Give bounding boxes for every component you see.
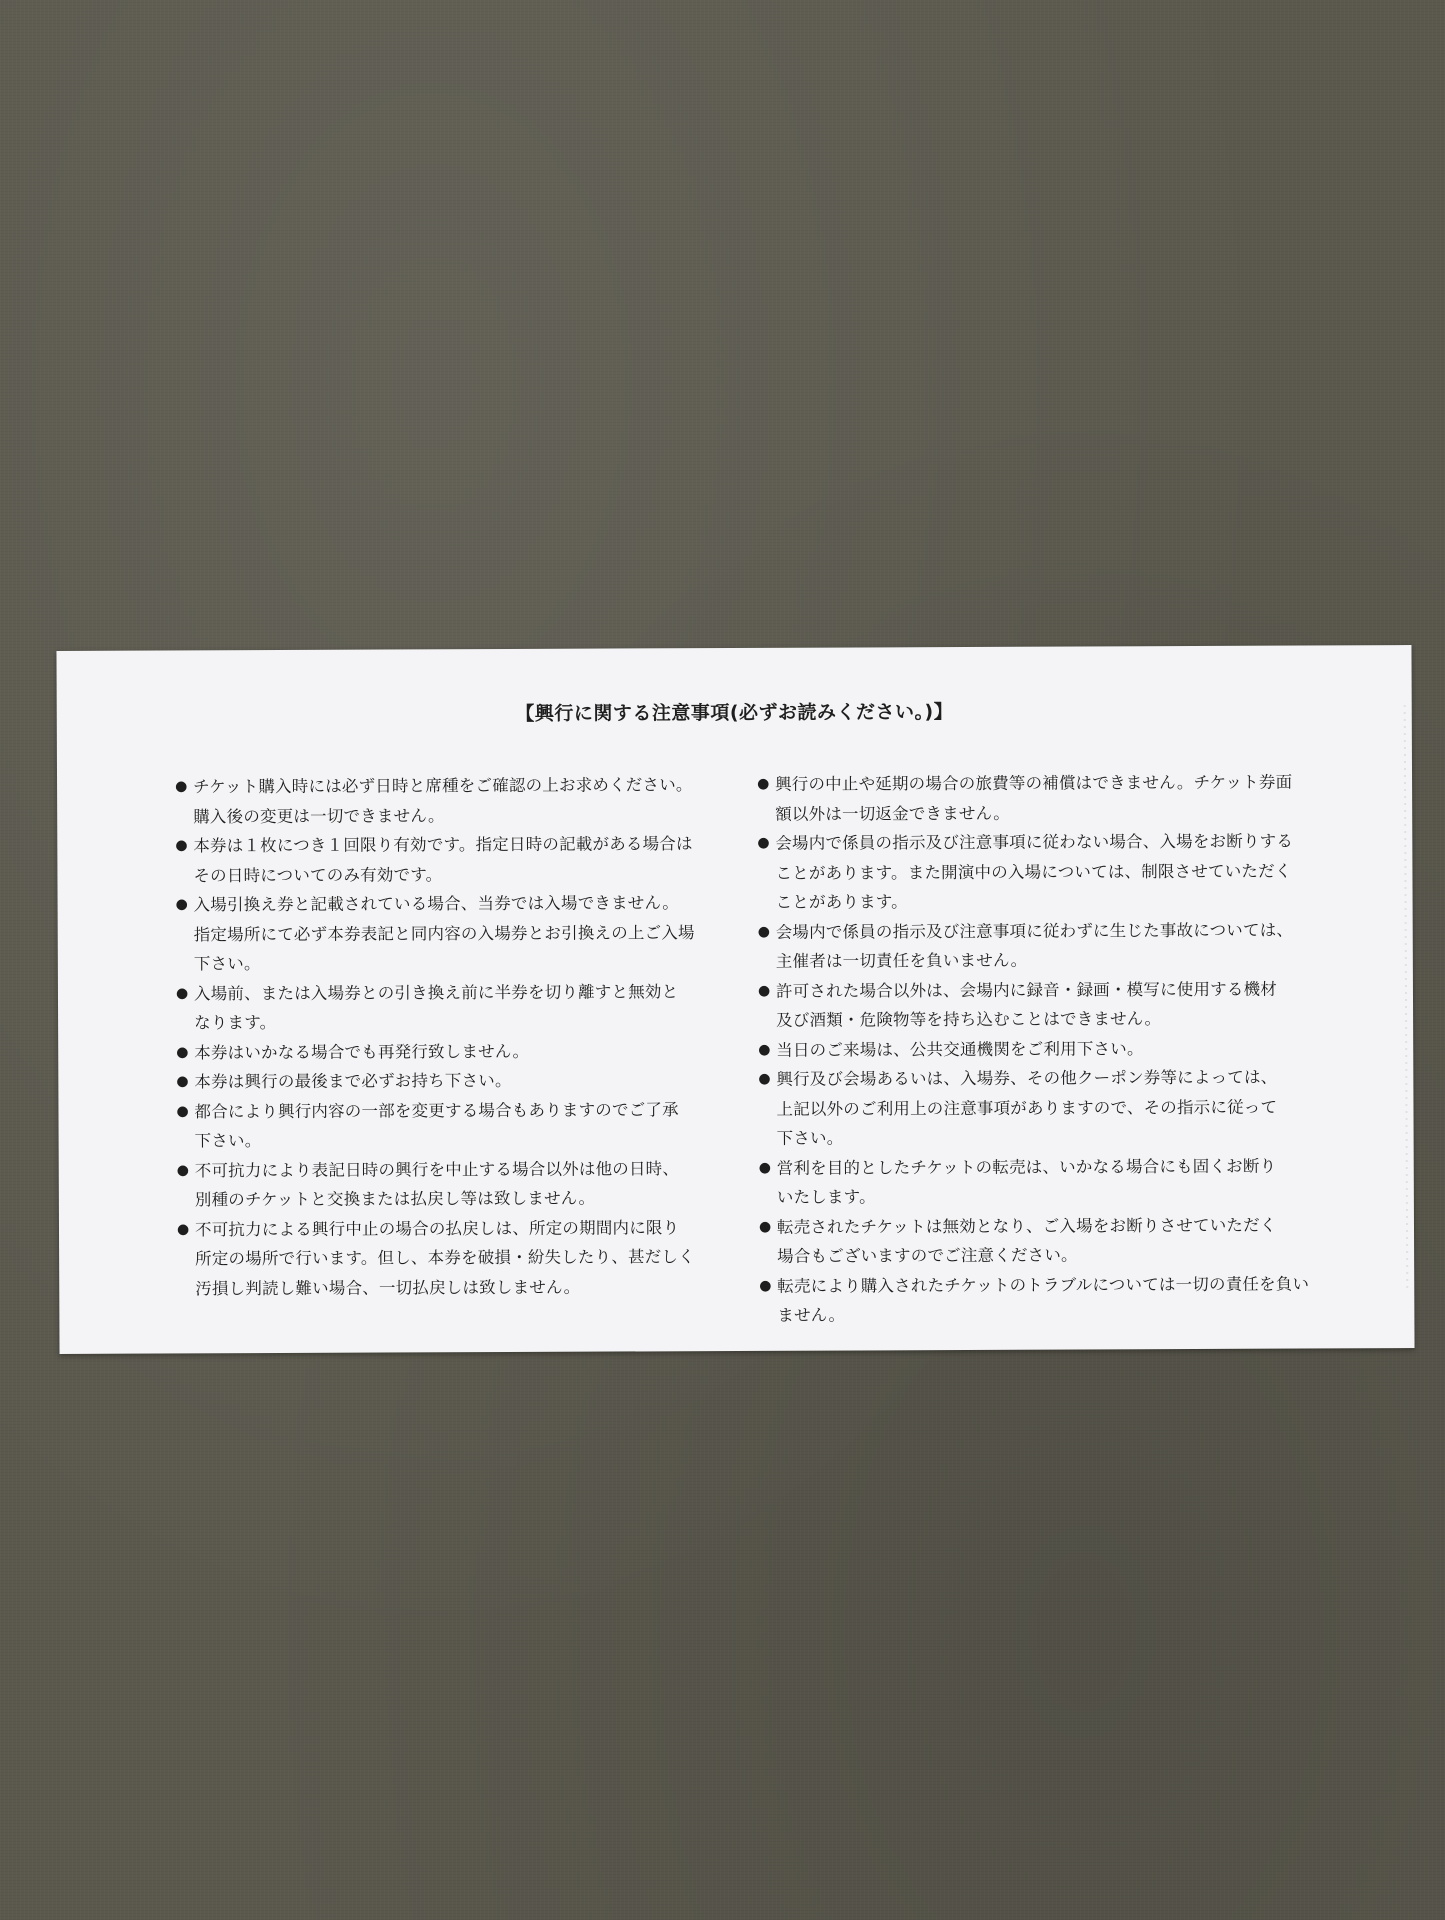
bullet-icon: ● bbox=[175, 984, 189, 1001]
list-item bbox=[757, 767, 1317, 828]
note-text: 本券は興行の最後まで必ずお持ち下さい。 bbox=[194, 1070, 512, 1092]
list-item bbox=[176, 976, 736, 1037]
notes-right-column bbox=[757, 767, 1319, 1330]
list-item bbox=[175, 770, 735, 831]
notice-title: 【興行に関する注意事項(必ずお読みください。)】 bbox=[515, 701, 954, 725]
note-text: 不可抗力による興行中止の場合の払戻しは、所定の期間内に限り 所定の場所で行います。但し、本券を破損・紛失したり、甚だしく 汚損し判読し難い場合、一切払戻しは致しません。 bbox=[194, 1217, 695, 1298]
list-item bbox=[759, 1151, 1319, 1212]
bullet-icon: ● bbox=[757, 982, 771, 999]
notes-left-column bbox=[175, 770, 737, 1303]
bullet-icon: ● bbox=[758, 1218, 772, 1235]
note-text: チケット購入時には必ず日時と席種をご確認の上お求めください。 購入後の変更は一切できません。 bbox=[193, 775, 693, 826]
bullet-icon: ● bbox=[176, 1161, 190, 1178]
note-text: 不可抗力により表記日時の興行を中止する場合以外は他の日時、 別種のチケットと交換または払戻し等は致しません。 bbox=[194, 1158, 680, 1210]
list-item bbox=[176, 1094, 736, 1155]
bullet-icon: ● bbox=[176, 1220, 190, 1237]
note-text: 転売により購入されたチケットのトラブルについては一切の責任を負いません。 bbox=[777, 1273, 1310, 1325]
note-text: 会場内で係員の指示及び注意事項に従わない場合、入場をお断りする ことがあります。また開演中の入場については、制限させていただく ことがあります。 bbox=[775, 831, 1294, 912]
list-item bbox=[758, 974, 1318, 1035]
bullet-icon: ● bbox=[175, 778, 188, 795]
note-text: 転売されたチケットは無効となり、ご入場をお断りさせていただく 場合もございますのでご注意ください。 bbox=[776, 1215, 1277, 1266]
list-item bbox=[759, 1210, 1319, 1271]
note-text: 入場引換え券と記載されている場合、当券では入場できません。 指定場所にて必ず本券表記と同内容の入場券とお引換えの上ご入場 下さい。 bbox=[193, 893, 695, 974]
note-text: 営利を目的としたチケットの転売は、いかなる場合にも固くお断り いたします。 bbox=[776, 1156, 1277, 1207]
note-text: 許可された場合以外は、会場内に録音・録画・模写に使用する機材 及び酒類・危険物等を持ち込むことはできません。 bbox=[775, 979, 1277, 1030]
note-text: 興行の中止や延期の場合の旅費等の補償はできません。チケット券面 額以外は一切返金できません。 bbox=[775, 772, 1293, 824]
note-text: 会場内で係員の指示及び注意事項に従わずに生じた事故については、 主催者は一切責任を負いません。 bbox=[775, 920, 1294, 971]
bullet-icon: ● bbox=[758, 1159, 772, 1176]
list-item bbox=[757, 826, 1317, 917]
ticket-back bbox=[56, 645, 1414, 1354]
list-item bbox=[177, 1212, 737, 1303]
bullet-icon: ● bbox=[759, 1277, 772, 1294]
bullet-icon: ● bbox=[757, 923, 771, 940]
bullet-icon: ● bbox=[176, 1073, 189, 1090]
bullet-icon: ● bbox=[176, 1043, 189, 1060]
note-text: 当日のご来場は、公共交通機関をご利用下さい。 bbox=[776, 1038, 1144, 1060]
bullet-icon: ● bbox=[175, 837, 188, 854]
bullet-icon: ● bbox=[175, 896, 189, 913]
perforation-edge bbox=[1404, 705, 1409, 1288]
bullet-icon: ● bbox=[176, 1102, 189, 1119]
note-text: 本券はいかなる場合でも再発行致しません。 bbox=[194, 1041, 530, 1062]
list-item bbox=[176, 888, 736, 979]
list-item bbox=[759, 1269, 1319, 1330]
list-item bbox=[758, 1033, 1318, 1065]
list-item bbox=[177, 1153, 737, 1214]
list-item bbox=[175, 829, 735, 890]
list-item bbox=[758, 915, 1318, 976]
note-text: 本券は１枚につき１回限り有効です。指定日時の記載がある場合は その日時についてのみ有効です。 bbox=[193, 834, 693, 885]
bullet-icon: ● bbox=[758, 1070, 771, 1087]
bullet-icon: ● bbox=[757, 834, 770, 851]
bullet-icon: ● bbox=[758, 1041, 771, 1058]
note-text: 興行及び会場あるいは、入場券、その他クーポン券等によっては、 上記以外のご利用上の注意事項がありますので、その指示に従って 下さい。 bbox=[776, 1067, 1278, 1148]
list-item bbox=[758, 1062, 1318, 1153]
list-item bbox=[176, 1035, 736, 1067]
note-text: 都合により興行内容の一部を変更する場合もありますのでご了承 下さい。 bbox=[194, 1099, 679, 1151]
list-item bbox=[176, 1065, 736, 1097]
note-text: 入場前、または入場券との引き換え前に半券を切り離すと無効と なります。 bbox=[193, 981, 679, 1033]
bullet-icon: ● bbox=[757, 775, 770, 792]
